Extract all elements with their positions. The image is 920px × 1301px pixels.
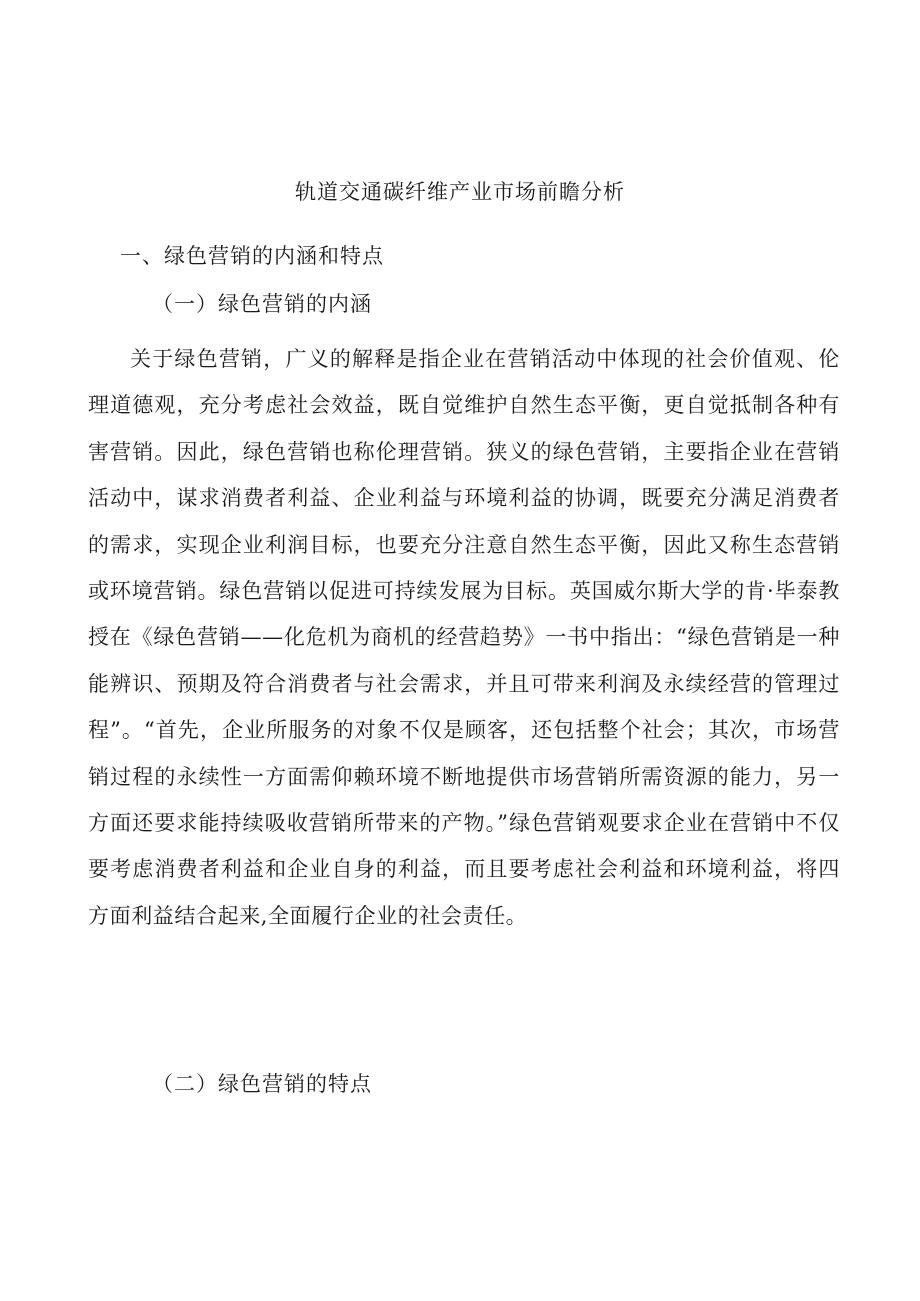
section-heading: 一、绿色营销的内涵和特点: [120, 244, 384, 268]
body-paragraph: 关于绿色营销，广义的解释是指企业在营销活动中体现的社会价值观、伦理道德观，充分考虑社会效益，既自觉维护自然生态平衡，更自觉抵制各种有害营销。因此，绿色营销也称伦理营销。狭义的绿色营销，主要指企业在营销活动中，谋求消费者利益、企业利益与环境利益的协调，既要充分满足消费者的需求，实现企业利润目标，也要充分注意自然生态平衡，因此又称生态营销或环境营销。绿色营销以促进可持续发展为目标。英国威尔斯大学的肯·毕泰教授在《绿色营销——化危机为商机的经营趋势》一书中指出：“绿色营销是一种能辨识、预期及符合消费者与社会需求，并且可带来利润及永续经营的管理过程”。“首先，企业所服务的对象不仅是顾客，还包括整个社会；其次，市场营销过程的永续性一方面需仰赖环境不断地提供市场营销所需资源的能力，另一方面还要求能持续吸收营销所带来的产物。”绿色营销观要求企业在营销中不仅要考虑消费者利益和企业自身的利益，而且要考虑社会利益和环境利益，将四方面利益结合起来,全面履行企业的社会责任。: [88, 347, 840, 928]
subsection-heading-2: （二）绿色营销的特点: [152, 1072, 372, 1096]
subsection-heading-1: （一）绿色营销的内涵: [152, 292, 372, 316]
document-title: 轨道交通碳纤维产业市场前瞻分析: [295, 180, 625, 204]
